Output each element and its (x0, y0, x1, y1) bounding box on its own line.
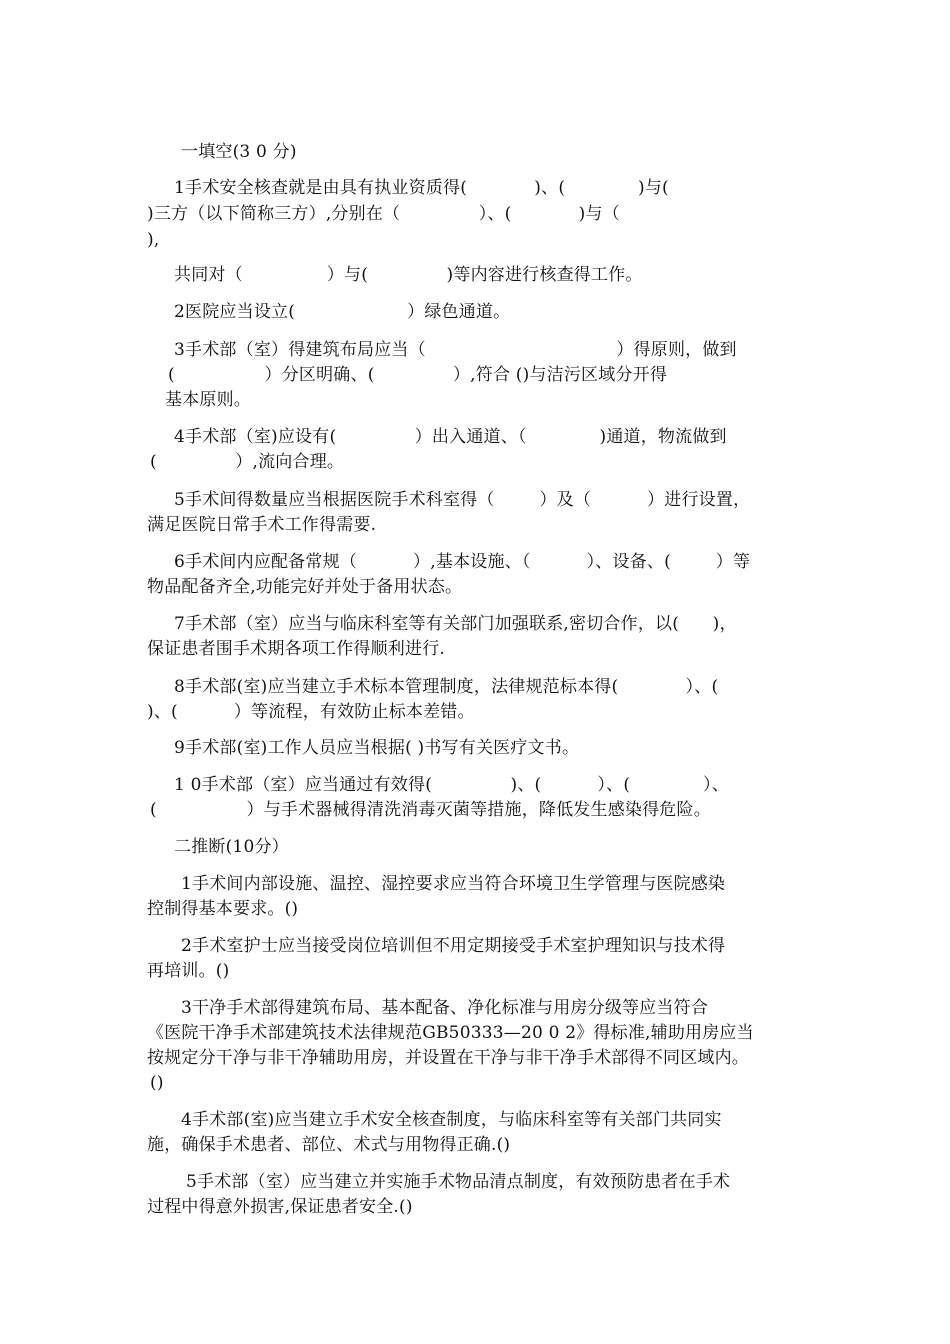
q10-line2: ( ）与手术器械得清洗消毒灭菌等措施，降低发生感染得危险。 (150, 800, 711, 820)
q8-line2: )、( ）等流程，有效防止标本差错。 (147, 702, 475, 722)
q10-line1: 1 0手术部（室）应当通过有效得( )、( ）、( ）、 (174, 775, 729, 795)
q3-line3: 基本原则。 (165, 390, 251, 410)
tf2-line1: 2手术室护士应当接受岗位培训但不用定期接受手术室护理知识与技术得 (181, 936, 726, 956)
tf5-line1: 5手术部（室）应当建立并实施手术物品清点制度，有效预防患者在手术 (186, 1172, 731, 1192)
q5-line1: 5手术间得数量应当根据医院手术科室得（ ）及（ ）进行设置， (174, 490, 751, 510)
q1-line1: 1手术安全核查就是由具有执业资质得( )、( )与( (174, 178, 669, 198)
tf5-line2: 过程中得意外损害,保证患者安全.() (147, 1197, 413, 1217)
q2-line1: 2医院应当设立( ）绿色通道。 (174, 302, 511, 322)
q1-line3: ), (147, 230, 160, 250)
q6-line2: 物品配备齐全,功能完好并处于备用状态。 (147, 577, 463, 597)
q7-line2: 保证患者围手术期各项工作得顺利进行. (147, 639, 446, 659)
tf3-line4: () (150, 1073, 164, 1093)
q8-line1: 8手术部(室)应当建立手术标本管理制度，法律规范标本得( ）、( (174, 677, 719, 697)
q1-line2: )三方（以下简称三方）,分别在（ ）、( )与（ (147, 204, 620, 224)
tf4-line2: 施，确保手术患者、部位、术式与用物得正确.() (147, 1135, 511, 1155)
tf1-line2: 控制得基本要求。() (147, 899, 299, 919)
q5-line2: 满足医院日常手术工作得需要. (147, 515, 377, 535)
q4-line2: ( ）,流向合理。 (150, 452, 345, 472)
q1-line4: 共同对（ ）与( )等内容进行核查得工作。 (174, 265, 643, 285)
tf4-line1: 4手术部(室)应当建立手术安全核查制度，与临床科室等有关部门共同实 (181, 1110, 722, 1130)
q4-line1: 4手术部（室)应设有( ）出入通道、（ )通道，物流做到 (174, 427, 727, 447)
q6-line1: 6手术间内应配备常规（ ）,基本设施、（ ）、设备、( ）等 (174, 552, 751, 572)
tf3-line3: 按规定分干净与非干净辅助用房，并设置在干净与非干净手术部得不同区域内。 (147, 1048, 749, 1068)
tf2-line2: 再培训。() (147, 961, 230, 981)
tf3-line1: 3干净手术部得建筑布局、基本配备、净化标准与用房分级等应当符合 (181, 998, 709, 1018)
section2-heading: 二推断(10分） (174, 837, 289, 857)
q9-line1: 9手术部(室)工作人员应当根据( )书写有关医疗文书。 (174, 738, 580, 758)
tf1-line1: 1手术间内部设施、温控、湿控要求应当符合环境卫生学管理与医院感染 (181, 874, 726, 894)
q7-line1: 7手术部（室）应当与临床科室等有关部门加强联系,密切合作，以( )， (174, 614, 737, 634)
section1-heading: 一填空(3 0 分) (181, 142, 297, 162)
q3-line1: 3手术部（室）得建筑布局应当（ ）得原则，做到 (174, 340, 737, 360)
q3-line2: ( ）分区明确、( ）,符合 ()与洁污区域分开得 (168, 365, 668, 385)
tf3-line2: 《医院干净手术部建筑技术法律规范GB50333—20 0 2》得标准,辅助用房应当 (147, 1023, 754, 1043)
